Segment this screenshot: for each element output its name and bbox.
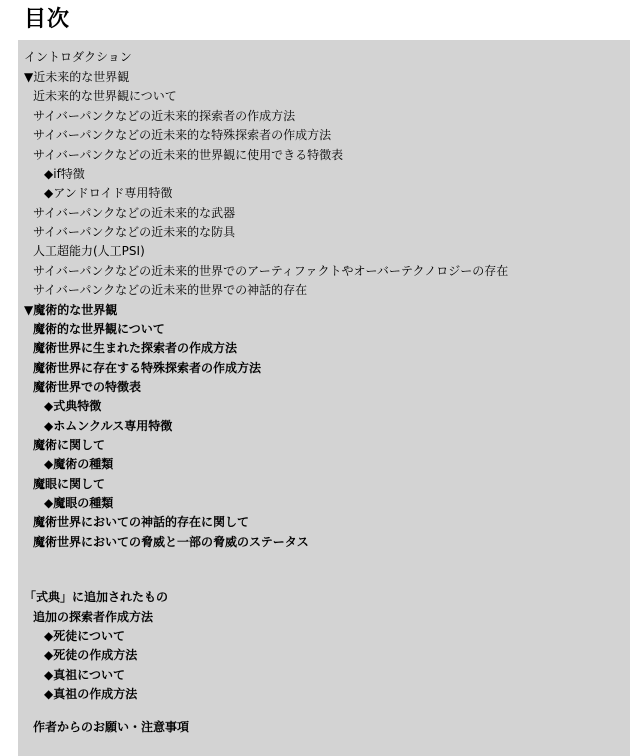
- toc-link[interactable]: 作者からのお願い・注意事項: [33, 720, 190, 734]
- toc-link[interactable]: 「式典」に追加されたもの: [24, 590, 169, 604]
- toc-link[interactable]: 近未来的な世界観について: [33, 89, 177, 103]
- toc-link[interactable]: 魔術世界においての神話的存在に関して: [33, 515, 250, 529]
- toc-link[interactable]: 魔眼に関して: [33, 477, 106, 491]
- toc-link[interactable]: サイバーパンクなどの近未来的世界観に使用できる特徴表: [33, 148, 344, 162]
- toc-link[interactable]: サイバーパンクなどの近未来的世界でのアーティファクトやオーバーテクノロジーの存在: [33, 264, 509, 278]
- toc-link[interactable]: ◆死徒について: [44, 629, 125, 643]
- table-of-contents: [18, 40, 630, 756]
- toc-link[interactable]: ◆if特徴: [44, 167, 85, 181]
- toc-link[interactable]: 魔術世界での特徴表: [33, 380, 142, 394]
- page-title: 目次: [24, 7, 71, 32]
- toc-link[interactable]: ◆アンドロイド専用特徴: [44, 186, 173, 200]
- toc-link[interactable]: 魔術的な世界観について: [33, 322, 165, 336]
- toc-link[interactable]: ◆真祖の作成方法: [44, 687, 138, 701]
- toc-link[interactable]: 魔術世界においての脅威と一部の脅威のステータス: [33, 535, 309, 549]
- toc-link[interactable]: サイバーパンクなどの近未来的な防具: [33, 225, 236, 239]
- toc-link[interactable]: サイバーパンクなどの近未来的な武器: [33, 206, 236, 220]
- toc-link[interactable]: ◆魔術の種類: [44, 457, 114, 471]
- toc-link[interactable]: サイバーパンクなどの近未来的な特殊探索者の作成方法: [33, 128, 332, 142]
- toc-link[interactable]: ◆魔眼の種類: [44, 496, 114, 510]
- toc-link[interactable]: サイバーパンクなどの近未来的世界での神話的存在: [33, 283, 308, 297]
- toc-link[interactable]: 魔術に関して: [33, 438, 106, 452]
- toc-link[interactable]: サイバーパンクなどの近未来的探索者の作成方法: [33, 109, 296, 123]
- toc-link[interactable]: ◆死徒の作成方法: [44, 648, 138, 662]
- toc-link[interactable]: 魔術世界に生まれた探索者の作成方法: [33, 341, 238, 355]
- toc-link[interactable]: 人工超能力(人工PSI): [33, 244, 145, 258]
- toc-link[interactable]: イントロダクション: [24, 50, 132, 64]
- toc-link[interactable]: ◆式典特徴: [44, 399, 102, 413]
- toc-link[interactable]: ◆真祖について: [44, 668, 125, 682]
- toc-link[interactable]: 魔術世界に存在する特殊探索者の作成方法: [33, 361, 262, 375]
- toc-link[interactable]: ▼魔術的な世界観: [24, 303, 118, 317]
- toc-link[interactable]: ▼近未来的な世界観: [24, 70, 130, 84]
- toc-link[interactable]: 追加の探索者作成方法: [33, 610, 154, 624]
- toc-link[interactable]: ◆ホムンクルス専用特徴: [44, 419, 173, 433]
